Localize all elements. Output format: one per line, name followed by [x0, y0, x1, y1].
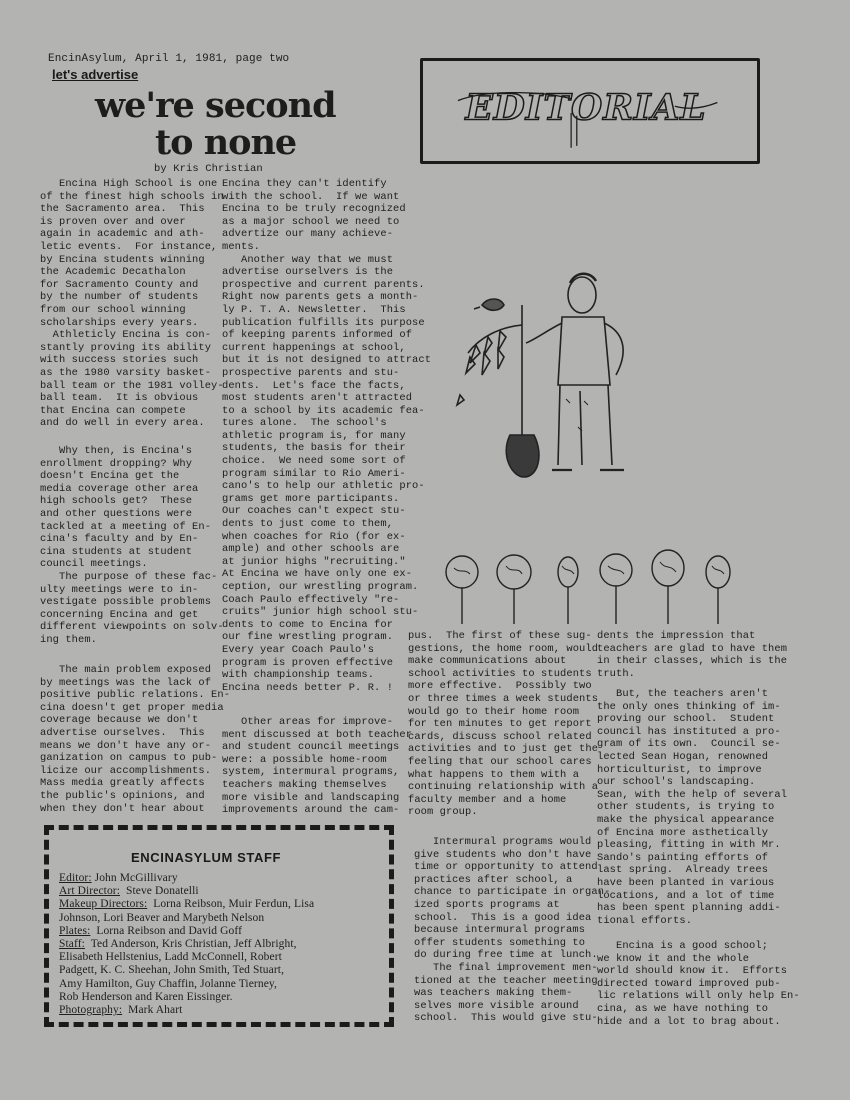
article-line: The main problem exposed [40, 664, 212, 676]
article-line: advertise ourselvers is the [222, 266, 394, 279]
article-line: Our coaches can't expect stu- [222, 505, 406, 518]
article-line: Sando's painting efforts of [597, 851, 769, 864]
article-line: and other questions were [40, 507, 193, 520]
article-line: by meetings was the lack of [40, 676, 212, 689]
staff-names: Rob Henderson and Karen Eissinger. [59, 990, 233, 1003]
article-line: cina's faculty and by En- [40, 533, 199, 546]
article-column-4b [597, 688, 787, 927]
article-line: most students aren't attracted [222, 392, 413, 405]
article-line: chance to participate in organ- [414, 886, 611, 899]
article-line: At Encina we have only one ex- [222, 568, 413, 581]
staff-names: Lorna Reibson, Muir Ferdun, Lisa [147, 898, 315, 911]
article-line: positive public relations. En- [40, 689, 231, 702]
article-line: dents. Let's face the facts, [222, 379, 406, 392]
article-column-4a [597, 630, 787, 680]
article-line: we know it and the whole [597, 952, 750, 965]
article-line: to a school by its academic fea- [222, 404, 425, 417]
staff-names: Steve Donatelli [120, 885, 199, 898]
staff-list [59, 872, 314, 1017]
article-line: our fine wrestling program. [222, 631, 394, 644]
article-line: Encina needs better P. R. ! [222, 681, 394, 694]
article-line: because intermural programs [414, 924, 586, 937]
article-line: with success stories such [40, 354, 199, 367]
article-line: offer students something to [414, 936, 586, 949]
section-kicker: let's advertise [52, 67, 139, 82]
article-line: tures alone. The school's [222, 417, 387, 430]
article-line: Why then, is Encina's [40, 445, 193, 457]
running-head: EncinAsylum, April 1, 1981, page two [48, 53, 290, 65]
staff-names: Ted Anderson, Kris Christian, Jeff Albright, [84, 938, 297, 951]
article-line: system, intermural programs, [222, 766, 400, 779]
article-line: Encina is a good school; [597, 940, 769, 952]
article-line: Other areas for improve- [222, 716, 394, 728]
article-line: when they don't hear about [40, 802, 205, 815]
article-line: ized sports programs at [414, 898, 560, 911]
article-line: students, the basis for their [222, 442, 406, 455]
article-line: Encina to be truly recognized [222, 203, 406, 216]
article-line: other students, is trying to [597, 801, 775, 814]
article-line: ball team or the 1981 volley- [40, 379, 224, 392]
article-line: more effective. Possibly two [408, 680, 592, 693]
article-line: prospective parents and stu- [222, 366, 400, 379]
article-line: school activities to students [408, 667, 592, 680]
staff-role: Staff: [59, 938, 85, 951]
article-line: directed toward improved pub- [597, 977, 781, 990]
article-line: but it is not designed to attract [222, 354, 432, 367]
article-column-4c [597, 940, 800, 1028]
staff-names: Johnson, Lori Beaver and Marybeth Nelson [59, 911, 265, 924]
article-line: vestigate possible problems [40, 596, 212, 609]
article-line: the Sacramento area. This [40, 203, 205, 216]
article-line: ception, our wrestling program. [222, 581, 419, 593]
article-line: selves more visible around [414, 999, 579, 1012]
student-with-shovel-illustration [440, 265, 660, 495]
article-line: advertise ourselves. This [40, 726, 205, 739]
article-line: Every year Coach Paulo's [222, 643, 375, 656]
article-line: of keeping parents informed of [222, 329, 413, 342]
article-line: faculty member and a home [408, 793, 567, 806]
article-line: Mass media greatly affects [40, 777, 205, 790]
staff-role: Art Director: [59, 885, 121, 898]
article-line: is proven over and over [40, 215, 186, 228]
editorial-title: EDITORIAL [465, 86, 707, 129]
article-line: Right now parents gets a month- [222, 291, 419, 304]
article-line: have been planted in various [597, 876, 775, 889]
article-line: Encina High School is one [40, 178, 218, 190]
article-line: hide and a lot to brag about. [597, 1015, 781, 1028]
article-line: stantly proving its ability [40, 341, 212, 354]
article-line: doesn't Encina get the [40, 470, 180, 483]
article-line: by Encina students winning [40, 253, 205, 266]
article-line: school. This is a good idea [414, 911, 592, 924]
article-line: advertize our many achieve- [222, 228, 394, 241]
article-line: do during free time at lunch. [414, 949, 598, 962]
article-line: concerning Encina and get [40, 608, 199, 621]
staff-entry [59, 964, 314, 977]
article-line: would go to their home room [408, 705, 580, 718]
article-line: Another way that we must [222, 253, 394, 266]
article-line: choice. We need some sort of [222, 455, 406, 468]
article-line: cina, as we have nothing to [597, 1002, 769, 1015]
article-line: lected Sean Hogan, renowned [597, 750, 769, 763]
article-line: council has instituted a pro- [597, 725, 781, 738]
staff-entry [59, 951, 314, 964]
article-line: ample) and other schools are [222, 543, 400, 556]
article-column-3a [408, 630, 598, 819]
headline-line-1: we're second [95, 85, 336, 126]
article-line: proving our school. Student [597, 713, 775, 726]
article-line: continuing relationship with a [408, 781, 599, 794]
article-line: cards, discuss school related [408, 730, 592, 743]
row-of-trees-illustration [432, 548, 752, 628]
article-line: the only ones thinking of im- [597, 700, 781, 713]
article-line: our school's landscaping. [597, 776, 756, 789]
article-line: and do well in every area. [40, 417, 205, 430]
article-column-2b [222, 716, 412, 817]
article-line: locations, and a lot of time [597, 889, 775, 902]
article-line: tackled at a meeting of En- [40, 520, 212, 533]
article-line: Athleticly Encina is con- [40, 329, 212, 342]
article-line: activities and to just get the [408, 743, 599, 756]
article-line: prospective and current parents. [222, 278, 425, 291]
editorial-title-box [420, 58, 760, 164]
article-line: teachers making themselves [222, 778, 387, 791]
article-line: make the physical appearance [597, 813, 775, 826]
article-line: with the school. If we want [222, 190, 400, 203]
article-line: coverage because we don't [40, 714, 199, 727]
article-line: athletic program is, for many [222, 429, 406, 442]
article-line: high schools get? These [40, 495, 193, 508]
article-line: of the finest high schools in [40, 190, 224, 203]
article-line: from our school winning [40, 303, 186, 316]
article-column-1a [40, 178, 224, 430]
staff-entry [59, 898, 314, 911]
article-line: horticulturist, to improve [597, 763, 762, 776]
staff-names: Mark Ahart [122, 1004, 183, 1017]
staff-role: Editor: [59, 872, 92, 884]
article-line: dents to come to Encina for [222, 618, 394, 631]
article-line: council meetings. [40, 558, 148, 571]
article-line: grams get more participants. [222, 492, 400, 505]
article-line: that Encina can compete [40, 404, 186, 417]
byline: by Kris Christian [154, 163, 263, 175]
article-line: teachers are glad to have them [597, 642, 788, 655]
staff-entry [59, 938, 314, 951]
article-line: ulty meetings were to in- [40, 583, 199, 596]
article-line: The final improvement men- [414, 961, 598, 974]
article-line: by the number of students [40, 291, 199, 304]
article-column-3b [414, 836, 610, 1025]
article-line: current happenings at school, [222, 341, 406, 354]
article-line: has been spent planning addi- [597, 902, 781, 915]
article-line: time or opportunity to attend [414, 861, 598, 874]
article-line: cina students at student [40, 545, 193, 558]
article-line: means we don't have any or- [40, 739, 212, 752]
article-line: Intermural programs would [414, 836, 592, 848]
article-line: at junior highs "recruiting." [222, 555, 406, 568]
article-line: program similar to Rio Ameri- [222, 467, 406, 480]
article-line: dents the impression that [597, 630, 756, 642]
article-line: tioned at the teacher meeting [414, 974, 598, 987]
headline-line-2: to none [155, 122, 297, 163]
staff-title: ENCINASYLUM STAFF [131, 850, 282, 865]
article-line: the public's opinions, and [40, 789, 205, 802]
article-line: The purpose of these fac- [40, 570, 218, 583]
article-line: ments. [222, 240, 261, 253]
staff-entry [59, 991, 314, 1004]
staff-box [44, 825, 394, 1027]
article-line: gram of its own. Council se- [597, 738, 781, 751]
article-line: of Encina more asthetically [597, 826, 769, 839]
article-line: truth. [597, 667, 636, 680]
staff-role: Makeup Directors: [59, 898, 148, 911]
article-line: ment discussed at both teacher [222, 728, 413, 741]
article-line: media coverage other area [40, 482, 199, 495]
article-line: pleasing, fitting in with Mr. [597, 839, 781, 852]
article-line: enrollment dropping? Why [40, 457, 193, 470]
article-line: or three times a week students [408, 692, 599, 705]
article-line: again in academic and ath- [40, 228, 205, 241]
editorial-hand-lettering [423, 61, 757, 161]
article-line: what happens to them with a [408, 768, 580, 781]
article-line: more visible and landscaping [222, 791, 400, 804]
staff-entry [59, 872, 314, 885]
staff-entry [59, 925, 314, 938]
article-line: was teachers making them- [414, 987, 573, 1000]
article-line: cruits" junior high school stu- [222, 606, 419, 619]
staff-names: Elisabeth Hellstenius, Ladd McConnell, Robert [59, 951, 282, 964]
article-line: as the 1980 varsity basket- [40, 366, 212, 379]
article-line: with championship teams. [222, 669, 375, 682]
article-column-2a [222, 178, 431, 694]
article-line: cina doesn't get proper media [40, 701, 224, 714]
article-line: the Academic Decathalon [40, 266, 186, 279]
staff-entry [59, 1004, 314, 1017]
staff-names: Amy Hamilton, Guy Chaffin, Jolanne Tierney, [59, 977, 277, 990]
article-line: publication fulfills its purpose [222, 316, 425, 329]
staff-entry [59, 978, 314, 991]
article-line: practices after school, a [414, 873, 573, 886]
staff-names: John McGillivary [91, 872, 178, 884]
article-line: school. This would give stu- [414, 1012, 598, 1025]
article-line: dents to just come to them, [222, 518, 394, 531]
staff-entry [59, 912, 314, 925]
article-line: make communications about [408, 655, 567, 668]
staff-role: Plates: [59, 924, 91, 937]
article-line: different viewpoints on solv- [40, 621, 224, 634]
article-line: scholarships every years. [40, 316, 199, 329]
article-line: Coach Paulo effectively "re- [222, 593, 400, 606]
article-line: ball team. It is obvious [40, 392, 199, 405]
article-line: in their classes, which is the [597, 655, 788, 668]
article-line: Encina they can't identify [222, 178, 387, 190]
article-line: But, the teachers aren't [597, 688, 769, 700]
article-line: pus. The first of these sug- [408, 630, 592, 642]
article-line: when coaches for Rio (for ex- [222, 530, 406, 543]
article-column-1c [40, 664, 230, 815]
article-line: for ten minutes to get report [408, 718, 592, 731]
article-line: give students who don't have [414, 848, 592, 861]
article-line: last spring. Already trees [597, 864, 769, 877]
article-line: cano's to help our athletic pro- [222, 480, 425, 493]
article-line: licize our accomplishments. [40, 764, 212, 777]
article-line: ing them. [40, 633, 98, 646]
article-line: Sean, with the help of several [597, 788, 788, 801]
article-line: lic relations will only help En- [597, 990, 800, 1003]
article-column-1b [40, 445, 224, 647]
article-line: were: a possible home-room [222, 753, 387, 766]
article-line: as a major school we need to [222, 215, 400, 228]
article-line: for Sacramento County and [40, 278, 199, 291]
article-line: room group. [408, 806, 478, 819]
article-line: ganization on campus to pub- [40, 752, 218, 765]
staff-role: Photography: [59, 1004, 123, 1017]
article-line: tional efforts. [597, 914, 693, 927]
article-line: letic events. For instance, [40, 240, 218, 253]
article-line: feeling that our school cares [408, 755, 592, 768]
article-line: improvements around the cam- [222, 804, 400, 817]
staff-names: Padgett, K. C. Sheehan, John Smith, Ted Stuart, [59, 964, 285, 977]
article-line: world should know it. Efforts [597, 965, 788, 978]
article-line: gestions, the home room, would [408, 642, 599, 655]
staff-names: Lorna Reibson and David Goff [90, 924, 242, 937]
staff-entry [59, 885, 314, 898]
article-line: and student council meetings [222, 741, 400, 754]
article-line: program is proven effective [222, 656, 394, 669]
article-line: ly P. T. A. Newsletter. This [222, 303, 406, 316]
